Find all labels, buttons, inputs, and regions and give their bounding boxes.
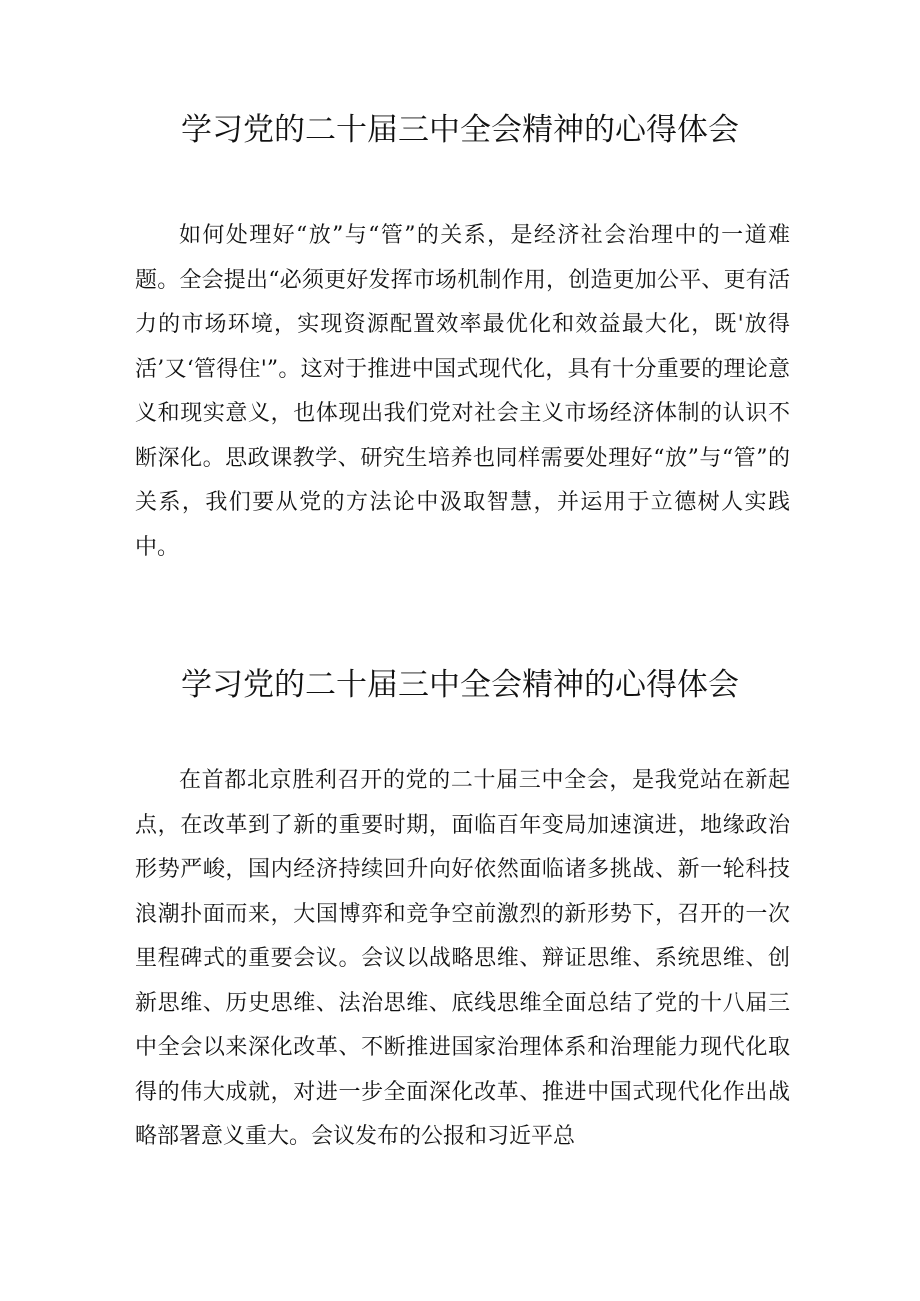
section-2-title: 学习党的二十届三中全会精神的心得体会 (181, 667, 739, 703)
section-2-paragraph: 在首都北京胜利召开的党的二十届三中全会，是我党站在新起点，在改革到了新的重要时期，面临百年变局加速演进，地缘政治形势严峻，国内经济持续回升向好依然面临诸多挑战、新一轮科技浪潮扑面而来，大国博弈和竞争空前激烈的新形势下，召开的一次里程碑式的重要会议。会议以战略思维、辩证思维、系统思维、创新思维、历史思维、法治思维、底线思维全面总结了党的十八届三中全会以来深化改革、不断推进国家治理体系和治理能力现代化取得的伟大成就，对进一步全面深化改革、推进中国式现代化作出战略部署意义重大。会议发布的公报和习近平总 (135, 768, 790, 1149)
section-1-title: 学习党的二十届三中全会精神的心得体会 (181, 112, 739, 148)
section-1-paragraph: 如何处理好“放”与“管”的关系，是经济社会治理中的一道难题。全会提出“必须更好发挥市场机制作用，创造更加公平、更有活力的市场环境，实现资源配置效率最优化和效益最大化，既'放得活’又‘管得住'”。这对于推进中国式现代化，具有十分重要的理论意义和现实意义，也体现出我们党对社会主义市场经济体制的认识不断深化。思政课教学、研究生培养也同样需要处理好“放”与“管”的关系，我们要从党的方法论中汲取智慧，并运用于立德树人实践中。 (135, 223, 790, 560)
